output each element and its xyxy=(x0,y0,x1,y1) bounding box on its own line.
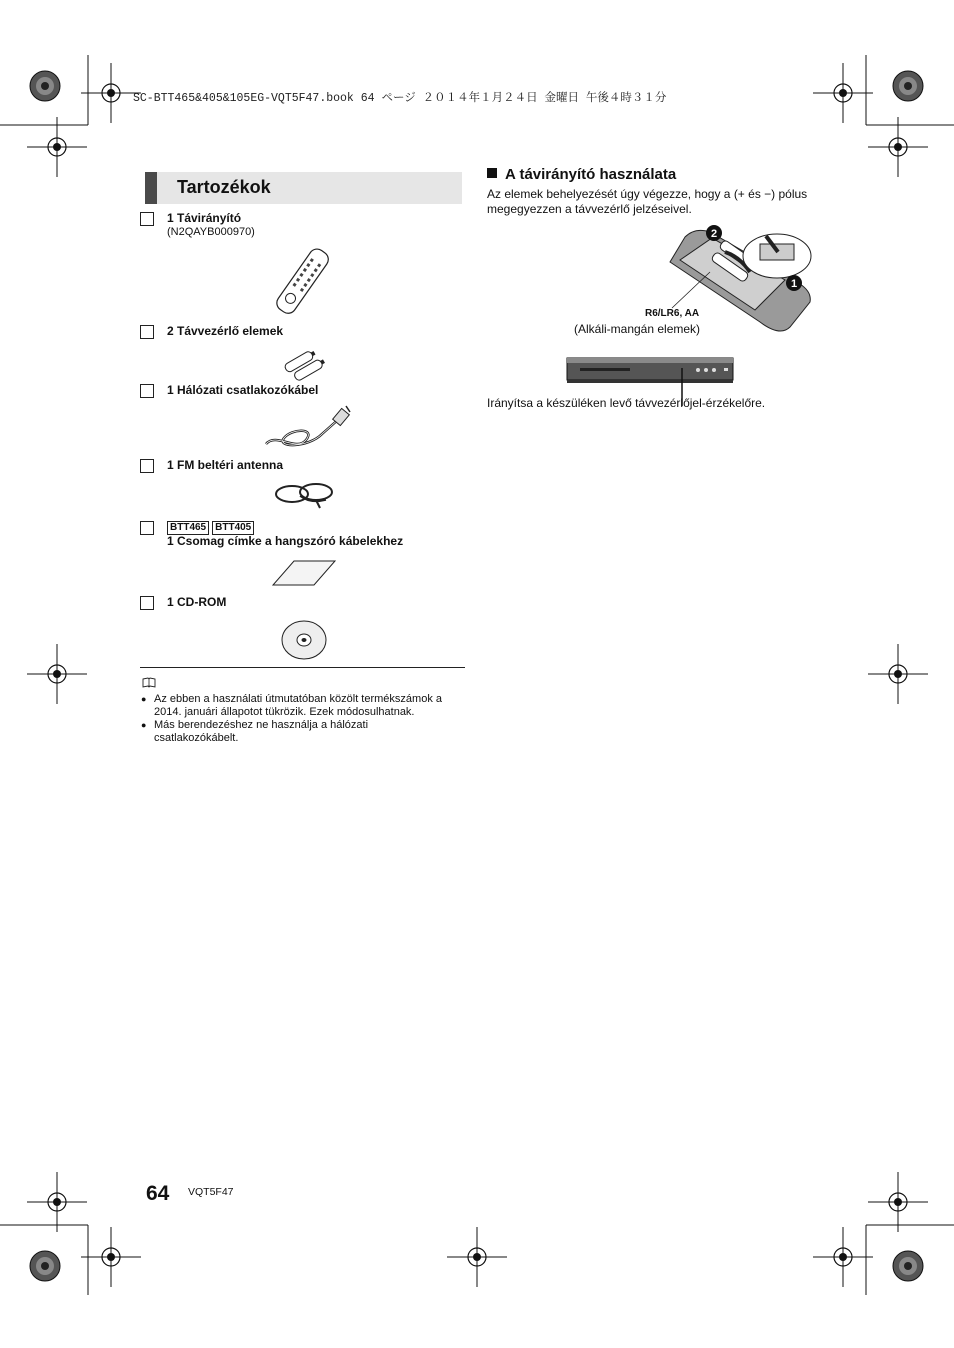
note-text-2: Más berendezéshez ne használja a hálózati csatlakozókábelt. xyxy=(154,719,369,744)
accessories-title: Tartozékok xyxy=(177,177,271,197)
cd-rom-icon xyxy=(280,619,328,661)
remote-usage-heading-text: A távirányító használata xyxy=(505,166,677,183)
label-sheet-icon xyxy=(272,560,336,586)
step-2-marker: 2 xyxy=(710,228,718,240)
checkbox-label-sheet[interactable] xyxy=(140,521,154,535)
aim-instruction: Irányítsa a készüléken levő távvezérlőjel-érzékelőre. xyxy=(487,396,766,410)
battery-instruction: Az elemek behelyezését úgy végezze, hogy a (+ és −) pólus megegyezzen a távvezérlő jelzéseivel. xyxy=(487,187,808,216)
checkbox-power-cable[interactable] xyxy=(140,384,154,398)
title-accent xyxy=(145,172,157,204)
note-text-1: Az ebben a használati útmutatóban közölt termékszámok a 2014. januári állapotot tükrözik. Ezek módosulhatnak. xyxy=(154,693,442,718)
note-item: ● Az ebben a használati útmutatóban közölt termékszámok a 2014. januári állapotot tükrözik. Ezek módosulhatnak. xyxy=(141,693,471,719)
fm-antenna-icon xyxy=(270,478,340,512)
battery-icon xyxy=(284,349,328,379)
battery-type-description: (Alkáli-mangán elemek) xyxy=(574,322,701,336)
item-label-sheet-label: 1 Csomag címke a hangszóró kábelekhez xyxy=(167,534,404,548)
checkbox-fm-antenna[interactable] xyxy=(140,459,154,473)
item-power-cable-label: 1 Hálózati csatlakozókábel xyxy=(167,383,319,397)
remote-control-icon xyxy=(262,248,342,316)
document-code: VQT5F47 xyxy=(188,1186,234,1198)
item-remote-label: 1 Távirányító xyxy=(167,211,242,225)
item-batteries-label: 2 Távvezérlő elemek xyxy=(167,324,284,338)
checkbox-batteries[interactable] xyxy=(140,325,154,339)
step-1-marker: 1 xyxy=(790,278,798,290)
power-cable-icon xyxy=(262,404,352,452)
model-badge-btt405: BTT405 xyxy=(212,521,254,535)
item-fm-antenna-label: 1 FM beltéri antenna xyxy=(167,458,284,472)
remote-usage-heading xyxy=(487,166,676,183)
item-remote-model: (N2QAYB000970) xyxy=(167,226,255,238)
notes-divider xyxy=(140,667,465,668)
battery-type-label: R6/LR6, AA xyxy=(645,308,700,319)
model-badge-btt465: BTT465 xyxy=(167,521,209,535)
accessories-title-bar xyxy=(145,172,462,204)
heading-square-icon xyxy=(487,168,497,178)
page-number: 64 xyxy=(146,1182,170,1205)
item-label-sheet-models xyxy=(167,519,257,535)
file-info-header: SC-BTT465&405&105EG-VQT5F47.book 64 ページ ２０１４年１月２４日 金曜日 午後４時３１分 xyxy=(133,92,667,105)
note-item: ● Más berendezéshez ne használja a hálózati csatlakozókábelt. xyxy=(141,719,471,745)
checkbox-remote[interactable] xyxy=(140,212,154,226)
book-note-icon xyxy=(142,677,156,688)
item-cd-rom-label: 1 CD-ROM xyxy=(167,595,227,609)
checkbox-cd-rom[interactable] xyxy=(140,596,154,610)
